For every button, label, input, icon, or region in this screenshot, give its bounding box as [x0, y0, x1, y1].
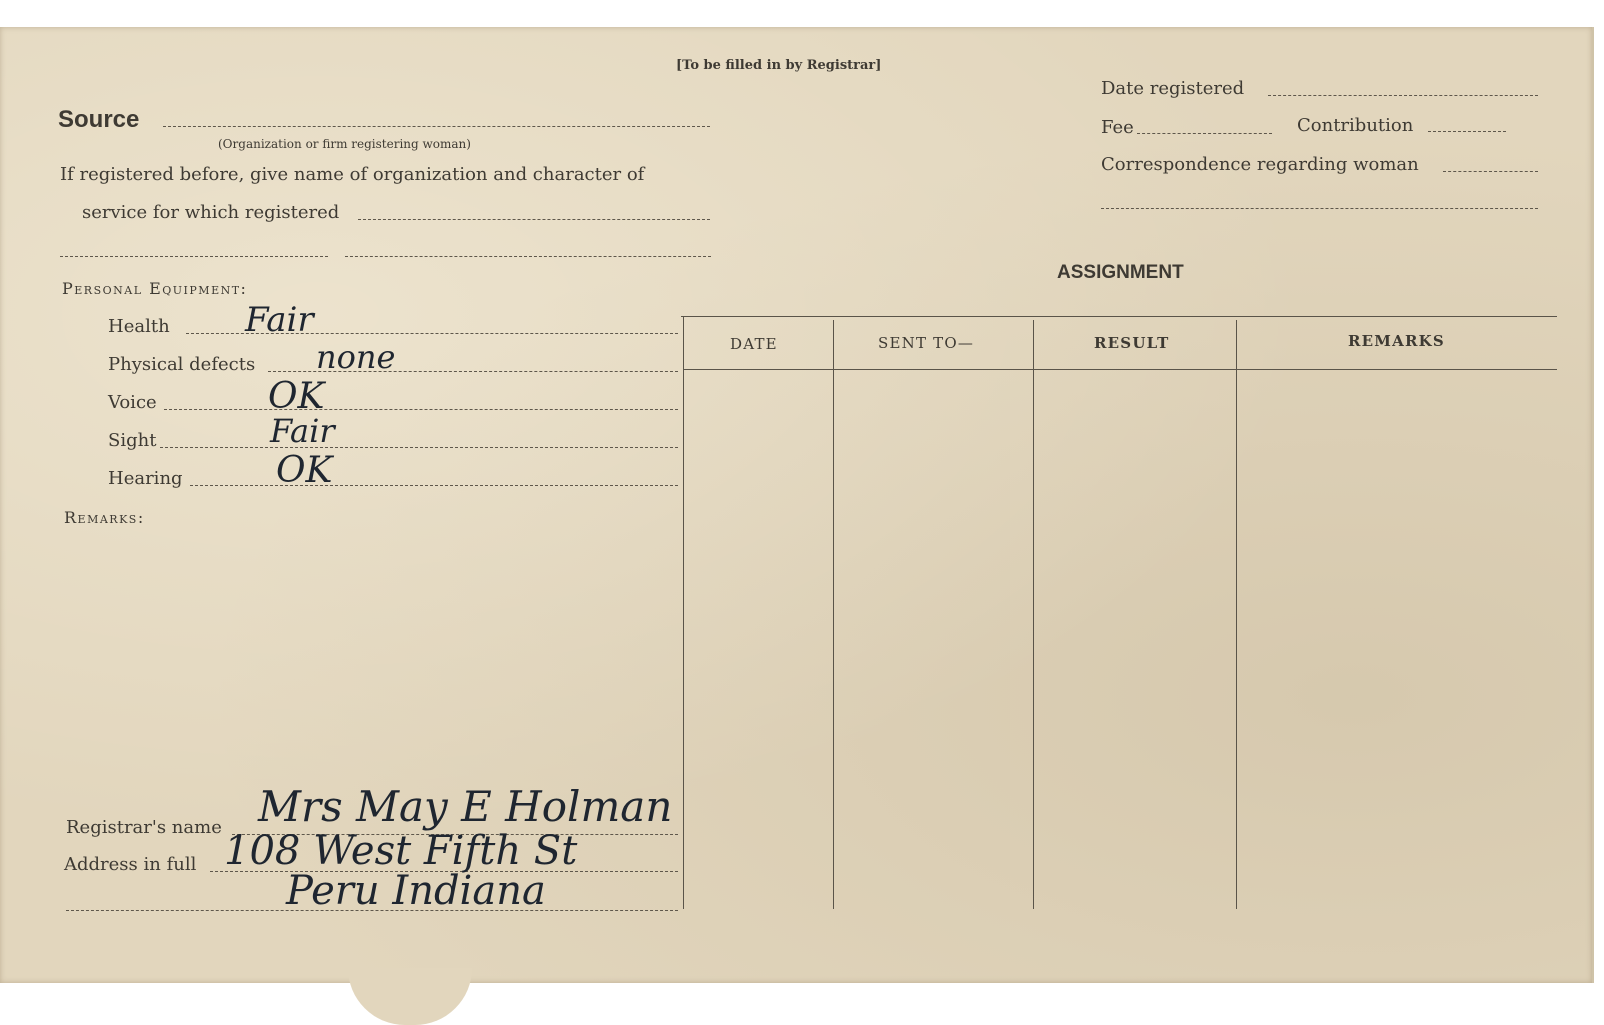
physical-defects-value: none — [316, 338, 396, 376]
assignment-table-header-rule — [683, 369, 1557, 370]
assignment-col-remarks: REMARKS — [1348, 332, 1445, 350]
registrar-name-label: Registrar's name — [66, 817, 222, 838]
contribution-label: Contribution — [1297, 115, 1414, 136]
personal-equipment-heading: Personal Equipment: — [62, 279, 248, 298]
hearing-value: OK — [276, 450, 333, 491]
source-line — [163, 126, 710, 127]
card-index-tab — [348, 968, 472, 1025]
physical-defects-label: Physical defects — [108, 354, 256, 375]
address-line1-value: 108 West Fifth St — [224, 828, 578, 874]
hearing-line — [190, 485, 678, 486]
registrar-note: [To be filled in by Registrar] — [676, 58, 882, 73]
service-line — [358, 219, 710, 220]
hearing-label: Hearing — [108, 468, 183, 489]
address-label: Address in full — [64, 854, 197, 875]
voice-label: Voice — [108, 392, 157, 413]
correspondence-line-2 — [1101, 208, 1538, 209]
assignment-col-border-0 — [683, 316, 684, 909]
contribution-line — [1428, 131, 1506, 132]
service-line-2b — [345, 256, 711, 257]
assignment-col-result: RESULT — [1094, 334, 1170, 352]
registered-before-label: If registered before, give name of organization and character of — [60, 164, 645, 185]
health-label: Health — [108, 316, 170, 337]
assignment-col-border-1 — [833, 320, 834, 909]
assignment-title: ASSIGNMENT — [1057, 262, 1184, 283]
sight-label: Sight — [108, 430, 157, 451]
service-line-2a — [60, 256, 328, 257]
sight-line — [160, 447, 678, 448]
card-edge — [1592, 27, 1594, 983]
registrar-name-value: Mrs May E Holman — [258, 782, 673, 831]
assignment-col-border-3 — [1236, 320, 1237, 909]
voice-line — [164, 409, 678, 410]
date-registered-line — [1268, 95, 1538, 96]
sight-value: Fair — [270, 412, 335, 450]
health-value: Fair — [245, 300, 314, 340]
assignment-table-top — [681, 316, 1557, 317]
assignment-col-sent-to: SENT TO— — [878, 334, 975, 352]
correspondence-label: Correspondence regarding woman — [1101, 154, 1419, 175]
service-label: service for which registered — [82, 202, 340, 223]
voice-value: OK — [268, 376, 325, 417]
fee-label: Fee — [1101, 117, 1134, 138]
assignment-col-border-2 — [1033, 320, 1034, 909]
date-registered-label: Date registered — [1101, 78, 1245, 99]
fee-line — [1137, 133, 1272, 134]
correspondence-line — [1443, 171, 1538, 172]
source-label: Source — [58, 106, 140, 133]
remarks-label: Remarks: — [64, 508, 145, 527]
assignment-col-date: DATE — [730, 335, 778, 353]
source-sublabel: (Organization or firm registering woman) — [218, 137, 471, 151]
address-line2-value: Peru Indiana — [286, 868, 546, 914]
